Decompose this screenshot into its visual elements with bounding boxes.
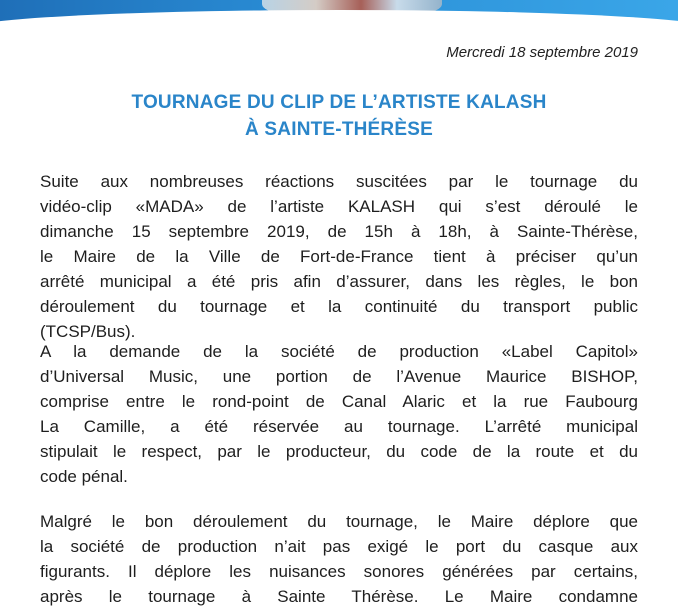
paragraph-line: La Camille, a été réservée au tournage. L’arrêté municipal	[40, 417, 638, 436]
title-line-1: TOURNAGE DU CLIP DE L’ARTISTE KALASH	[131, 92, 547, 113]
paragraph-1	[40, 169, 638, 344]
page-title	[0, 89, 678, 143]
paragraph-line: figurants. Il déplore les nuisances sonores générées par certains,	[40, 562, 638, 581]
paragraph-2	[40, 339, 638, 489]
paragraph-line: comprise entre le rond-point de Canal Alaric et la rue Faubourg	[40, 392, 638, 411]
paragraph-line: dimanche 15 septembre 2019, de 15h à 18h, à Sainte-Thérèse,	[40, 222, 638, 241]
paragraph-line: déroulement du tournage et la continuité du transport public	[40, 297, 638, 316]
paragraph-line: vidéo-clip «MADA» de l’artiste KALASH qui s’est déroulé le	[40, 197, 638, 216]
paragraph-line: la société de production n’ait pas exigé le port du casque aux	[40, 537, 638, 556]
paragraph-line: code pénal.	[40, 467, 128, 486]
release-date: Mercredi 18 septembre 2019	[446, 44, 638, 61]
paragraph-line: A la demande de la société de production «Label Capitol»	[40, 342, 638, 361]
paragraph-line: d’Universal Music, une portion de l’Avenue Maurice BISHOP,	[40, 367, 638, 386]
header-banner	[0, 0, 678, 24]
paragraph-line: après le tournage à Sainte Thérèse. Le Maire condamne	[40, 587, 638, 606]
paragraph-line: le Maire de la Ville de Fort-de-France tient à préciser qu’un	[40, 247, 638, 266]
title-line-2: À SAINTE-THÉRÈSE	[245, 119, 433, 140]
paragraph-line: (TCSP/Bus).	[40, 322, 136, 341]
paragraph-line: stipulait le respect, par le producteur, du code de la route et du	[40, 442, 638, 461]
paragraph-line: Suite aux nombreuses réactions suscitées par le tournage du	[40, 172, 638, 191]
paragraph-3	[40, 509, 638, 609]
paragraph-line: arrêté municipal a été pris afin d’assurer, dans les règles, le bon	[40, 272, 638, 291]
header-wave-shape	[0, 10, 678, 24]
paragraph-line: Malgré le bon déroulement du tournage, le Maire déplore que	[40, 512, 638, 531]
